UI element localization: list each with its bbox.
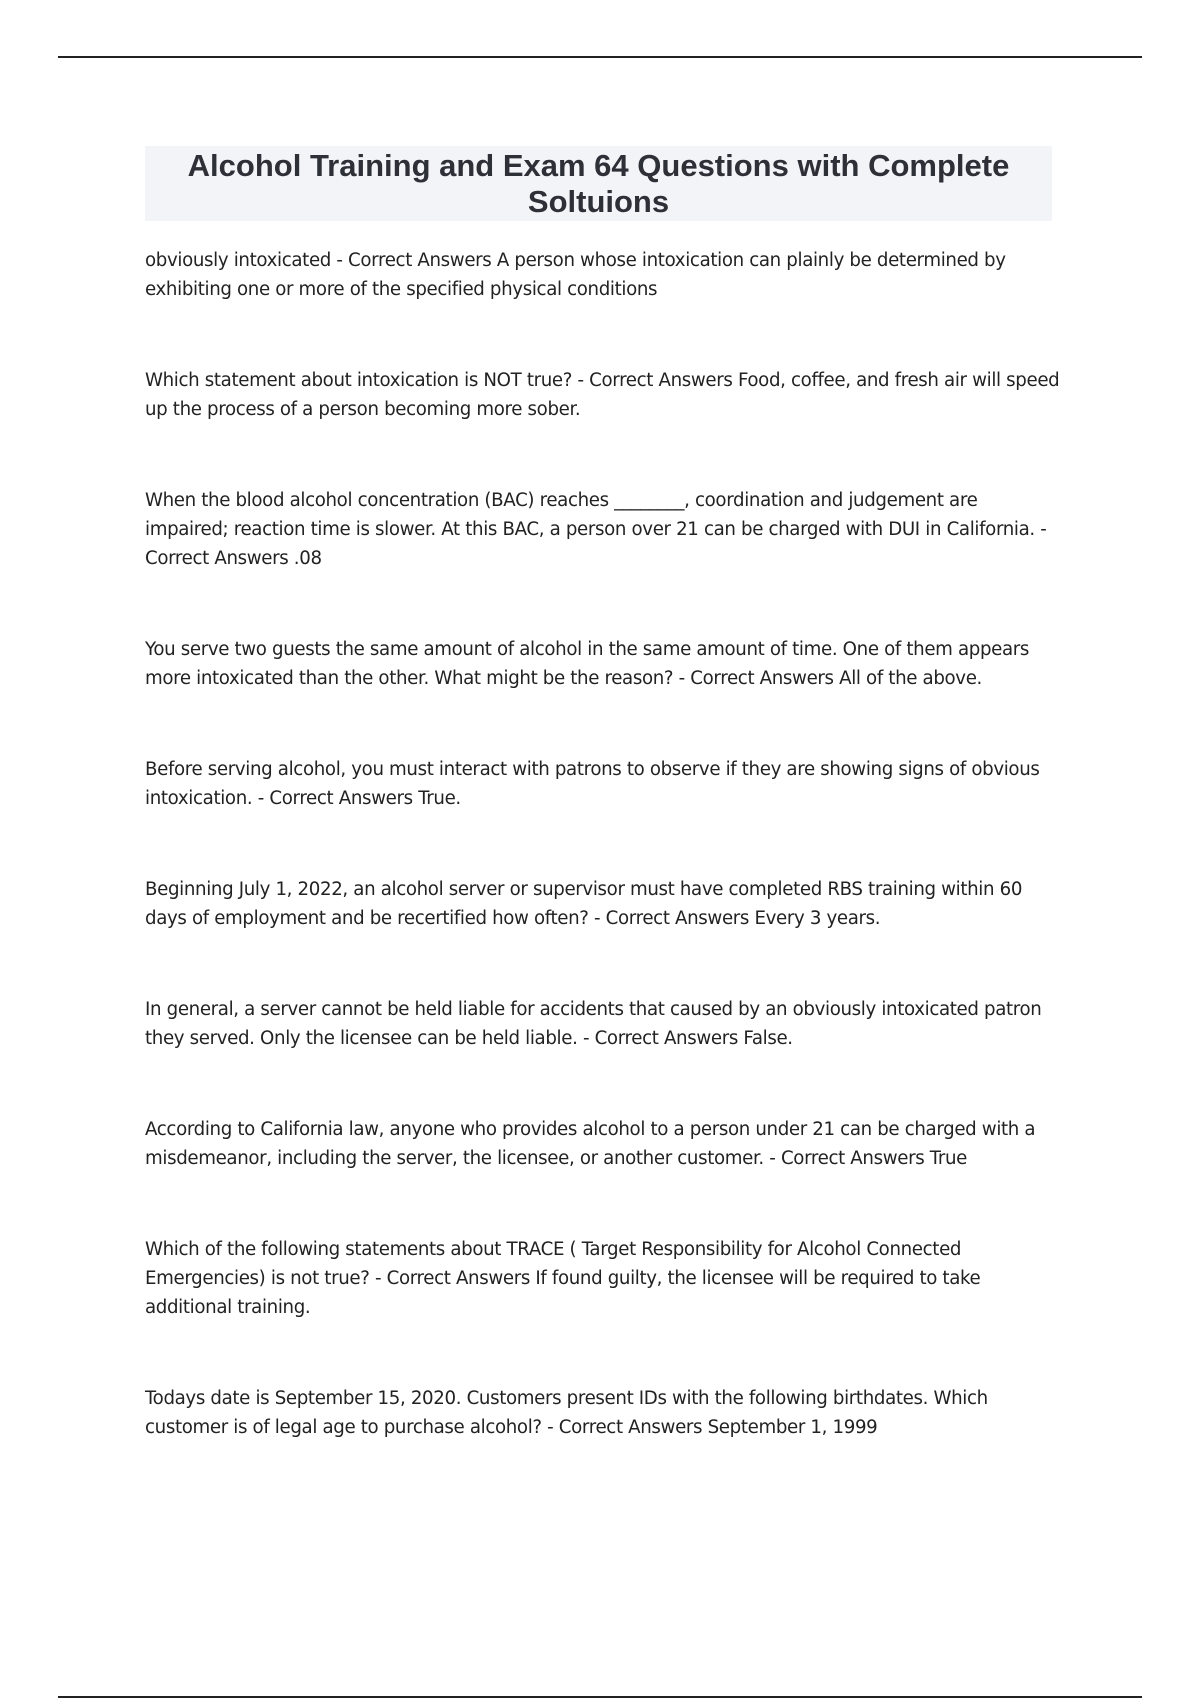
qa-list — [145, 246, 1060, 1504]
qa-item: Which statement about intoxication is NOT true? - Correct Answers Food, coffee, and fresh air will speed up the process of a person becoming more sober. — [145, 370, 1060, 420]
qa-item: obviously intoxicated - Correct Answers A person whose intoxication can plainly be determined by exhibiting one or more of the specified physical conditions — [145, 250, 1006, 300]
qa-item: You serve two guests the same amount of alcohol in the same amount of time. One of them appears more intoxicated than the other. What might be the reason? - Correct Answers All of the above. — [145, 639, 1030, 689]
title-banner — [145, 146, 1052, 221]
qa-item: In general, a server cannot be held liable for accidents that caused by an obviously intoxicated patron they served. Only the licensee can be held liable. - Correct Answers False. — [145, 999, 1042, 1049]
top-rule — [58, 56, 1142, 58]
bottom-rule — [58, 1696, 1142, 1698]
document-title: Alcohol Training and Exam 64 Questions with Complete Soltuions — [187, 147, 1010, 219]
qa-item: Todays date is September 15, 2020. Customers present IDs with the following birthdates. Which customer is of legal age to purchase alcohol? - Correct Answers September 1, 1999 — [145, 1388, 988, 1438]
qa-item: According to California law, anyone who provides alcohol to a person under 21 can be charged with a misdemeanor, including the server, the licensee, or another customer. - Correct Answers True — [145, 1119, 1036, 1169]
qa-item: Before serving alcohol, you must interact with patrons to observe if they are showing signs of obvious intoxication. - Correct Answers True. — [145, 759, 1040, 809]
qa-item: Beginning July 1, 2022, an alcohol server or supervisor must have completed RBS training within 60 days of employment and be recertified how often? - Correct Answers Every 3 years. — [145, 879, 1023, 929]
qa-item: Which of the following statements about TRACE ( Target Responsibility for Alcohol Connected Emergencies) is not true? - Correct Answers If found guilty, the licensee will be required to take additional training. — [145, 1239, 981, 1318]
qa-item: When the blood alcohol concentration (BAC) reaches ________, coordination and judgement are impaired; reaction time is slower. At this BAC, a person over 21 can be charged with DUI in California. - Correct Answers .08 — [145, 490, 1047, 569]
